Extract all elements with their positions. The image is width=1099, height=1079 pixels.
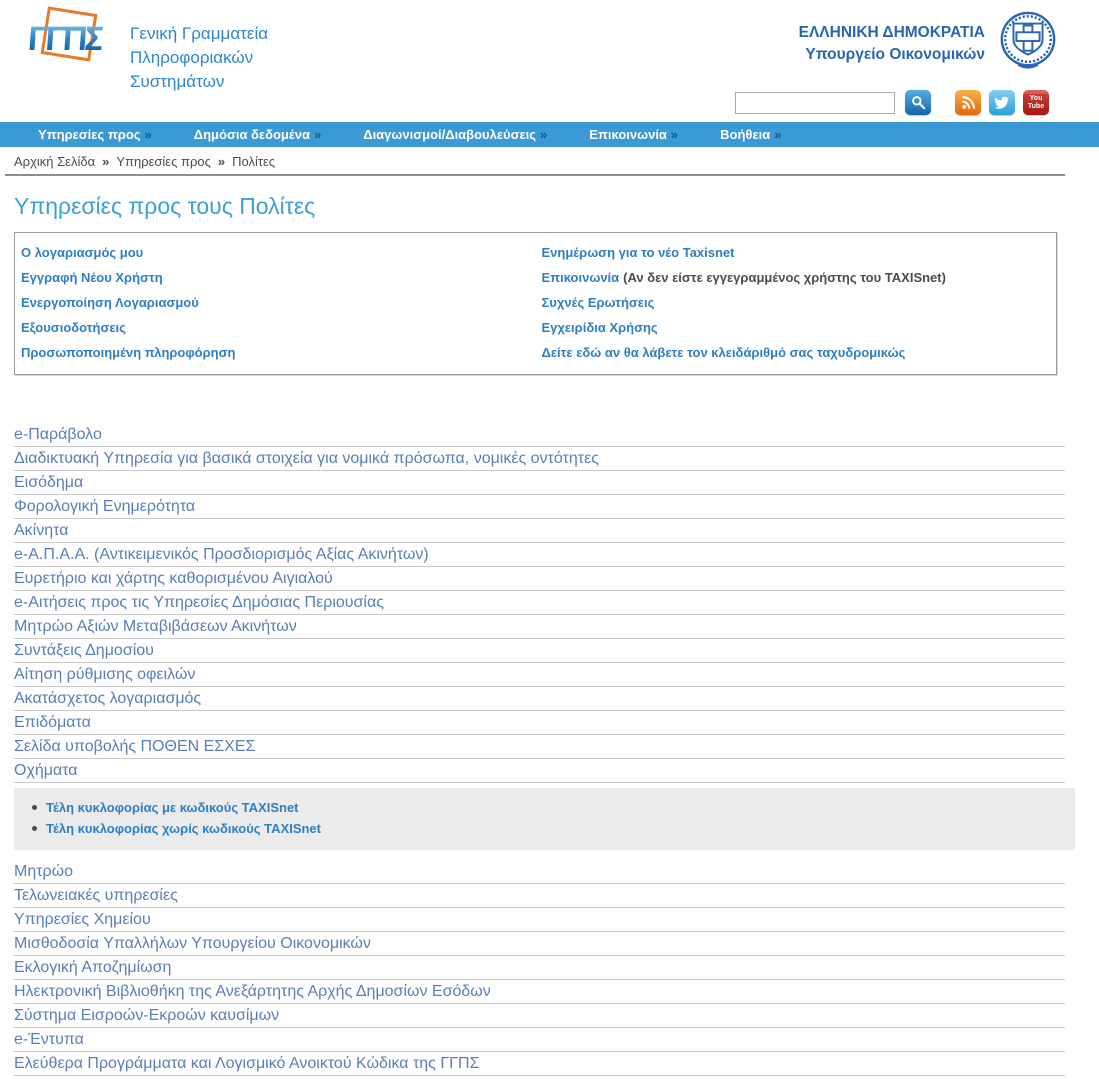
nav-item-3[interactable] bbox=[363, 127, 547, 142]
service-link[interactable]: Διαδικτυακή Υπηρεσία για βασικά στοιχεία για νομικά πρόσωπα, νομικές οντότητες bbox=[14, 450, 599, 467]
service-row bbox=[14, 908, 1065, 932]
breadcrumb-item[interactable]: Αρχική Σελίδα bbox=[14, 154, 96, 169]
gov-line2: Υπουργείο Οικονομικών bbox=[805, 46, 985, 64]
quick-link[interactable]: Εγγραφή Νέου Χρήστη bbox=[21, 270, 163, 285]
service-row bbox=[14, 735, 1065, 759]
breadcrumb-item[interactable]: Υπηρεσίες προς bbox=[116, 154, 211, 169]
nav-item-label: Διαγωνισμοί/Διαβουλεύσεις bbox=[363, 127, 537, 142]
service-row bbox=[14, 615, 1065, 639]
service-row bbox=[14, 591, 1065, 615]
quick-link[interactable]: Ενεργοποίηση Λογαριασμού bbox=[21, 295, 199, 310]
logo-title-line1: Γενική Γραμματεία bbox=[130, 24, 269, 43]
service-link[interactable]: Εκλογική Αποζημίωση bbox=[14, 959, 172, 976]
quick-link-row bbox=[536, 265, 1057, 290]
logo-title-line2: Πληροφοριακών Συστημάτων bbox=[130, 47, 254, 91]
service-link[interactable]: Αίτηση ρύθμισης οφειλών bbox=[14, 666, 196, 683]
service-link[interactable]: Οχήματα bbox=[14, 762, 78, 779]
quick-link-row bbox=[536, 340, 1057, 365]
service-link[interactable]: Ηλεκτρονική Βιβλιοθήκη της Ανεξάρτητης Αρχής Δημοσίων Εσόδων bbox=[14, 983, 491, 1000]
quick-link-row bbox=[536, 240, 1057, 265]
service-link[interactable]: Τελωνειακές υπηρεσίες bbox=[14, 887, 178, 904]
site-logo[interactable] bbox=[26, 4, 290, 91]
logo-title bbox=[130, 22, 290, 93]
service-row bbox=[14, 711, 1065, 735]
services-list-top bbox=[14, 423, 1065, 783]
chevron-right-icon: » bbox=[313, 127, 322, 142]
quick-link-row bbox=[15, 315, 536, 340]
quick-link[interactable]: Ο λογαριασμός μου bbox=[21, 245, 144, 260]
chevron-right-icon: » bbox=[540, 127, 548, 142]
quick-link[interactable]: Προσωποποιημένη πληροφόρηση bbox=[21, 345, 236, 360]
breadcrumb bbox=[14, 154, 1065, 169]
service-row bbox=[14, 567, 1065, 591]
service-row bbox=[14, 1052, 1065, 1076]
service-link[interactable]: Επιδόματα bbox=[14, 714, 91, 731]
quick-link-row bbox=[15, 265, 536, 290]
chevron-right-icon: » bbox=[670, 127, 679, 142]
service-row bbox=[14, 932, 1065, 956]
service-row bbox=[14, 663, 1065, 687]
page-title: Υπηρεσίες προς τους Πολίτες bbox=[14, 193, 316, 219]
quick-link[interactable]: Επικοινωνία bbox=[541, 270, 620, 285]
service-link[interactable]: Ακατάσχετος λογαριασμός bbox=[14, 690, 202, 707]
youtube-label: You Tube bbox=[1023, 94, 1049, 111]
service-link[interactable]: Υπηρεσίες Χημείου bbox=[14, 911, 151, 928]
service-row bbox=[14, 543, 1065, 567]
vehicle-sublink[interactable]: Τέλη κυκλοφορίας με κωδικούς TAXISnet bbox=[46, 800, 299, 815]
service-link[interactable]: Ελεύθερα Προγράμματα και Λογισμικό Ανοικτού Κώδικα της ΓΓΠΣ bbox=[14, 1055, 480, 1072]
service-link[interactable]: Συντάξεις Δημοσίου bbox=[14, 642, 154, 659]
service-link[interactable]: Ευρετήριο και χάρτης καθορισμένου Αιγιαλού bbox=[14, 570, 333, 587]
vehicle-sublink-row bbox=[30, 818, 1075, 839]
services-list-bottom bbox=[14, 860, 1065, 1076]
service-link[interactable]: Μισθοδοσία Υπαλλήλων Υπουργείου Οικονομικών bbox=[14, 935, 371, 952]
nav-item-1[interactable] bbox=[38, 127, 152, 142]
nav-item-2[interactable] bbox=[194, 127, 321, 142]
search-input[interactable] bbox=[735, 92, 895, 114]
service-row bbox=[14, 860, 1065, 884]
service-link[interactable]: Σελίδα υποβολής ΠΟΘΕΝ ΕΣΧΕΣ bbox=[14, 738, 256, 755]
twitter-icon[interactable] bbox=[989, 90, 1015, 115]
service-link[interactable]: Μητρώο Αξιών Μεταβιβάσεων Ακινήτων bbox=[14, 618, 297, 635]
nav-item-label: Υπηρεσίες προς bbox=[38, 127, 141, 142]
chevron-right-icon: » bbox=[774, 127, 782, 142]
vehicle-sublinks-box bbox=[14, 788, 1075, 850]
breadcrumb-item[interactable]: Πολίτες bbox=[232, 154, 276, 169]
breadcrumb-separator-icon: » bbox=[102, 154, 110, 169]
service-link[interactable]: Μητρώο bbox=[14, 863, 74, 880]
vehicle-sublink-row bbox=[30, 797, 1075, 818]
quick-link-row bbox=[15, 340, 536, 365]
breadcrumb-bar bbox=[5, 147, 1065, 176]
service-row bbox=[14, 519, 1065, 543]
bullet-icon bbox=[32, 805, 37, 810]
rss-icon[interactable] bbox=[955, 90, 981, 115]
breadcrumb-separator-icon: » bbox=[217, 154, 226, 169]
site-header bbox=[0, 0, 1099, 122]
quick-link[interactable]: Δείτε εδώ αν θα λάβετε τον κλειδάριθμό σας ταχυδρομικώς bbox=[541, 345, 906, 360]
nav-item-label: Βοήθεια bbox=[720, 127, 771, 142]
search-button[interactable] bbox=[905, 90, 931, 115]
service-row bbox=[14, 495, 1065, 519]
quick-link-row bbox=[15, 240, 536, 265]
quick-link[interactable]: Εγχειρίδια Χρήσης bbox=[541, 320, 658, 335]
service-link[interactable]: Φορολογική Ενημερότητα bbox=[14, 498, 196, 515]
bullet-icon bbox=[32, 826, 37, 831]
service-row bbox=[14, 471, 1065, 495]
service-row bbox=[14, 687, 1065, 711]
gov-line1: ΕΛΛΗΝΙΚΗ ΔΗΜΟΚΡΑΤΙΑ bbox=[798, 24, 985, 41]
nav-item-label: Δημόσια δεδομένα bbox=[193, 127, 310, 142]
service-row bbox=[14, 956, 1065, 980]
service-row bbox=[14, 1004, 1065, 1028]
chevron-right-icon: » bbox=[144, 127, 152, 142]
government-title bbox=[799, 22, 985, 67]
nav-item-5[interactable] bbox=[720, 127, 781, 142]
service-row bbox=[14, 447, 1065, 471]
nav-item-label: Επικοινωνία bbox=[589, 127, 667, 142]
logo-acronym: ΓΓΠΣ bbox=[26, 20, 104, 58]
quick-link-row bbox=[536, 290, 1057, 315]
quick-link-row bbox=[536, 315, 1057, 340]
quick-links-box bbox=[14, 232, 1057, 375]
service-link[interactable]: e-Παράβολο bbox=[14, 426, 102, 443]
service-row bbox=[14, 639, 1065, 663]
search-row bbox=[735, 90, 1049, 115]
service-row bbox=[14, 759, 1065, 783]
quick-link[interactable]: Συχνές Ερωτήσεις bbox=[541, 295, 655, 310]
service-link[interactable]: Εισόδημα bbox=[14, 474, 84, 491]
quick-link[interactable]: Εξουσιοδοτήσεις bbox=[21, 320, 126, 335]
service-link[interactable]: Σύστημα Εισροών-Εκροών καυσίμων bbox=[14, 1007, 280, 1024]
service-row bbox=[14, 1028, 1065, 1052]
service-row bbox=[14, 423, 1065, 447]
service-row bbox=[14, 884, 1065, 908]
nav-item-4[interactable] bbox=[589, 127, 678, 142]
ggps-logo-icon bbox=[26, 6, 104, 76]
service-link[interactable]: e-Α.Π.Α.Α. (Αντικειμενικός Προσδιορισμός Αξίας Ακινήτων) bbox=[14, 546, 429, 563]
search-icon bbox=[911, 95, 926, 110]
quick-link-row bbox=[15, 290, 536, 315]
youtube-icon[interactable] bbox=[1023, 90, 1049, 115]
greek-emblem-icon bbox=[997, 10, 1059, 72]
service-link[interactable]: e-Έντυπα bbox=[14, 1031, 84, 1048]
service-link[interactable]: e-Αιτήσεις προς τις Υπηρεσίες Δημόσιας Περιουσίας bbox=[14, 594, 384, 611]
service-link[interactable]: Ακίνητα bbox=[14, 522, 69, 539]
quick-links-right-column bbox=[536, 240, 1057, 365]
quick-links-left-column bbox=[15, 240, 536, 365]
quick-link-note: (Αν δεν είστε εγγεγραμμένος χρήστης του TAXISnet) bbox=[623, 270, 946, 285]
main-navigation bbox=[0, 122, 1099, 147]
quick-link[interactable]: Ενημέρωση για το νέο Taxisnet bbox=[541, 245, 735, 260]
service-row bbox=[14, 980, 1065, 1004]
vehicle-sublink[interactable]: Τέλη κυκλοφορίας χωρίς κωδικούς TAXISnet bbox=[46, 821, 321, 836]
